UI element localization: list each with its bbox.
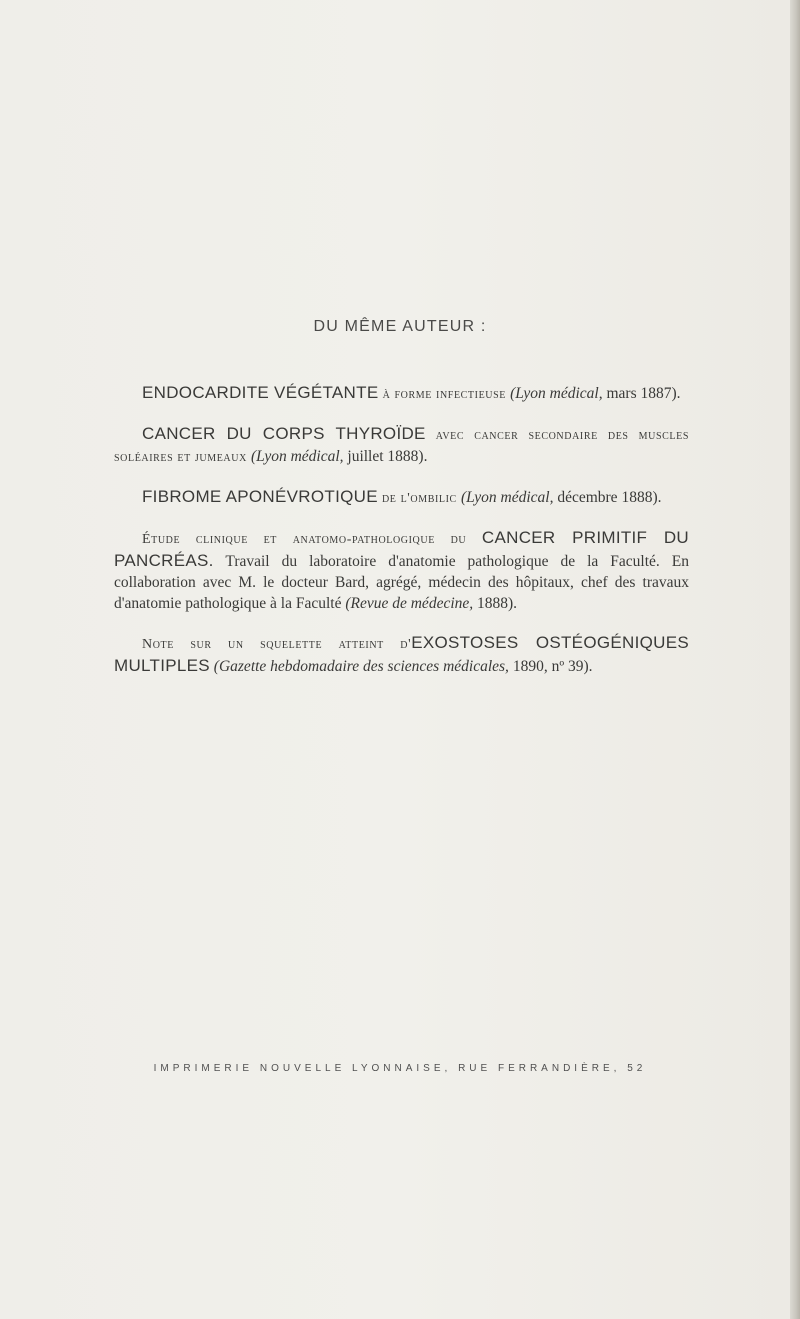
printer-imprint: IMPRIMERIE NOUVELLE LYONNAISE, RUE FERRANDIÈRE, 52 [153, 1063, 647, 1074]
entry-4-title: CANCER PRIMITIF DU PANCRÉAS. [114, 528, 689, 570]
entry-4-journal: (Revue de médecine, [345, 595, 474, 612]
entry-5-lead: Note sur un squelette atteint d' [142, 637, 412, 652]
section-heading: DU MÊME AUTEUR : [313, 318, 487, 335]
entry-1-subtitle: à forme infectieuse [378, 387, 511, 402]
entry-5-date: 1890, nº 39). [508, 658, 593, 675]
publication-list [114, 382, 689, 695]
entry-1-date: mars 1887). [602, 385, 681, 402]
entry-2-date: juillet 1888). [343, 448, 428, 465]
entry-5-journal: (Gazette hebdomadaire des sciences médicales, [209, 658, 509, 675]
publication-entry-1 [114, 382, 689, 405]
publication-entry-3 [114, 486, 689, 509]
entry-4-date: 1888). [473, 595, 518, 612]
publication-entry-4 [114, 527, 689, 614]
entry-3-date: décembre 1888). [553, 489, 662, 506]
page-edge-shadow [790, 0, 800, 1319]
entry-2-journal: (Lyon médical, [251, 448, 344, 465]
entry-2-subtitle: avec cancer secondaire des muscles soléaires et jumeaux [114, 428, 690, 465]
entry-4-lead: Étude clinique et anatomo-pathologique du [142, 532, 482, 547]
publication-entry-2 [114, 423, 689, 468]
entry-1-title: ENDOCARDITE VÉGÉTANTE [142, 383, 379, 402]
publication-entry-5 [114, 632, 689, 677]
entry-3-journal: (Lyon médical, [460, 489, 554, 506]
entry-1-journal: (Lyon médical, [510, 385, 603, 402]
entry-5-title: EXOSTOSES OSTÉOGÉNIQUES MULTIPLES [114, 633, 689, 675]
entry-2-title: CANCER DU CORPS THYROÏDE [142, 424, 426, 443]
entry-3-subtitle: de l'ombilic [377, 491, 461, 506]
entry-3-title: FIBROME APONÉVROTIQUE [142, 487, 378, 506]
entry-4-description: Travail du laboratoire d'anatomie pathologique de la Faculté. En collaboration avec M. le docteur Bard, agrégé, médecin des hôpitaux, chef des travaux d'anatomie pathologique à la Faculté [114, 553, 689, 612]
